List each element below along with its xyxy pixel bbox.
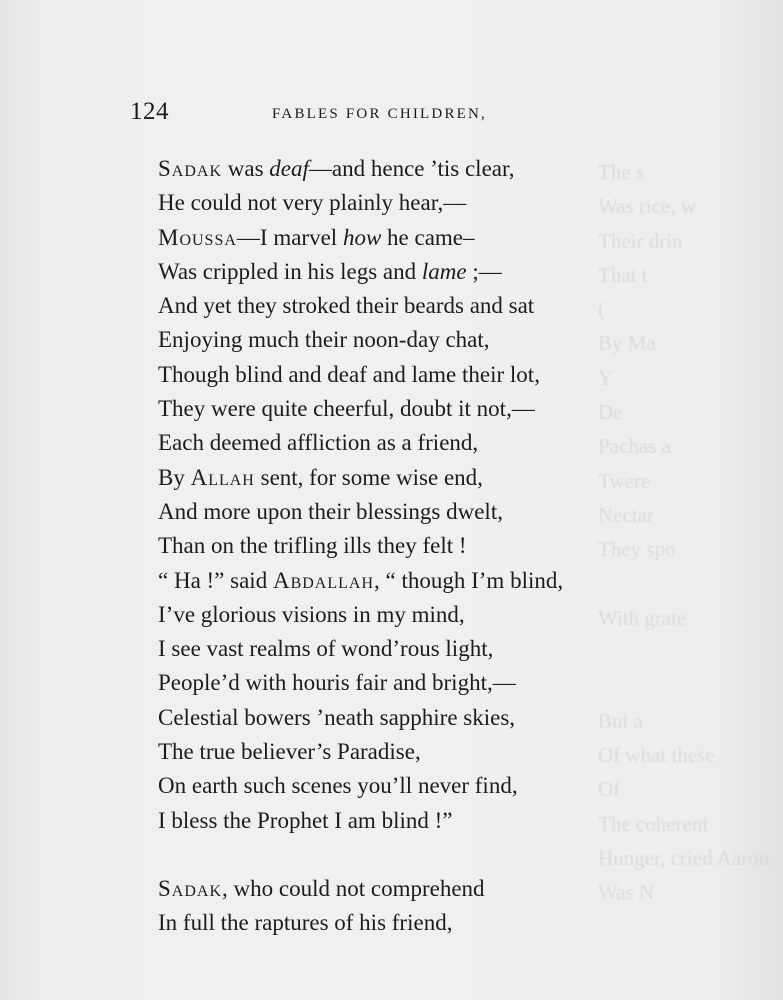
poem-line [158, 289, 758, 323]
stanza-1 [158, 152, 758, 838]
poem-line [158, 255, 758, 289]
poem-line [158, 735, 758, 769]
bleed-line: The coherent [598, 811, 709, 836]
poem-line [158, 769, 758, 803]
poem-line [158, 701, 758, 735]
line-text: “ Ha !” said [158, 567, 273, 593]
line-text: They were quite cheerful, doubt it not,— [158, 396, 535, 422]
stanza-break [158, 838, 758, 872]
line-text: —I marvel [236, 224, 343, 250]
line-text: was [222, 156, 270, 181]
bleed-line: Hunger, cried Aaron [598, 845, 770, 870]
line-text: By [158, 464, 191, 490]
page-number: 124 [130, 98, 169, 125]
bleed-line: Twere [598, 468, 651, 493]
italic-word: deaf [269, 156, 309, 181]
small-caps-name: Abdallah [272, 567, 375, 593]
small-caps-name: Sadak [158, 875, 223, 901]
poem-line [158, 152, 758, 186]
poem-text [158, 152, 758, 941]
line-text: And more upon their blessings dwelt, [158, 498, 503, 524]
line-text: he came– [381, 224, 475, 250]
line-text: The true believer’s Paradise, [158, 739, 421, 765]
bleed-line: That t [598, 262, 648, 287]
line-text: People’d with houris fair and bright,— [158, 670, 516, 696]
bleed-line: ( [598, 297, 605, 322]
small-caps-name: Sadak [158, 156, 223, 181]
line-text: Than on the trifling ills they felt ! [158, 533, 467, 559]
running-head: FABLES FOR CHILDREN, [272, 106, 487, 122]
line-text: Was crippled in his legs and [158, 258, 422, 284]
poem-line [158, 358, 758, 392]
line-text: sent, for some wise end, [254, 464, 483, 490]
poem-line [158, 564, 758, 598]
bleed-line: Of what these [598, 743, 715, 768]
poem-line [158, 495, 758, 529]
bleed-line: Their drin [598, 228, 683, 253]
line-text: , “ though I’m blind, [374, 567, 564, 593]
poem-line [158, 666, 758, 700]
poem-line [158, 461, 758, 495]
line-text: Enjoying much their noon-day chat, [158, 327, 490, 353]
bleed-line: Nectar [598, 502, 654, 527]
poem-line [158, 426, 758, 460]
italic-word: lame [421, 258, 467, 284]
bleed-line: Y [598, 365, 614, 390]
page-header [130, 98, 600, 132]
bleed-line: De [598, 400, 623, 425]
bleed-line: They spo [598, 537, 676, 562]
stanza-2 [158, 872, 758, 941]
poem-line [158, 804, 758, 838]
bleed-line: With grate [598, 605, 687, 630]
bleed-line: Was rice, w [598, 194, 697, 219]
bleed-line: The s [598, 160, 645, 184]
line-text: ;— [466, 258, 502, 284]
bleed-line: Of [598, 777, 621, 802]
line-text: In full the raptures of his friend, [158, 910, 453, 936]
poem-line [158, 529, 758, 563]
poem-line [158, 632, 758, 666]
poem-line [158, 323, 758, 357]
line-text: And yet they stroked their beards and sat [158, 293, 535, 319]
line-text: Though blind and deaf and lame their lot, [158, 361, 540, 387]
line-text: —and hence ’tis clear, [308, 156, 515, 181]
poem-line [158, 906, 758, 940]
bleed-line: Was N [598, 880, 655, 905]
poem-line [158, 598, 758, 632]
line-text: , who could not comprehend [222, 875, 485, 901]
small-caps-name: Allah [190, 464, 255, 490]
line-text: I bless the Prophet I am blind !” [158, 807, 453, 833]
poem-line [158, 186, 758, 220]
line-text: Celestial bowers ’neath sapphire skies, [158, 704, 516, 730]
small-caps-name: Moussa [158, 224, 237, 250]
bleed-line: By Ma [598, 331, 656, 356]
bleed-line: But a [598, 708, 643, 733]
line-text: I’ve glorious visions in my mind, [158, 601, 465, 627]
poem-line [158, 872, 758, 906]
line-text: I see vast realms of wond’rous light, [158, 636, 494, 662]
line-text: Each deemed affliction as a friend, [158, 430, 479, 456]
poem-line [158, 221, 758, 255]
bleed-line: Pachas a [598, 434, 671, 459]
poem-line [158, 392, 758, 426]
line-text: On earth such scenes you’ll never find, [158, 773, 518, 799]
line-text: He could not very plainly hear,— [158, 190, 467, 216]
italic-word: how [342, 224, 382, 250]
